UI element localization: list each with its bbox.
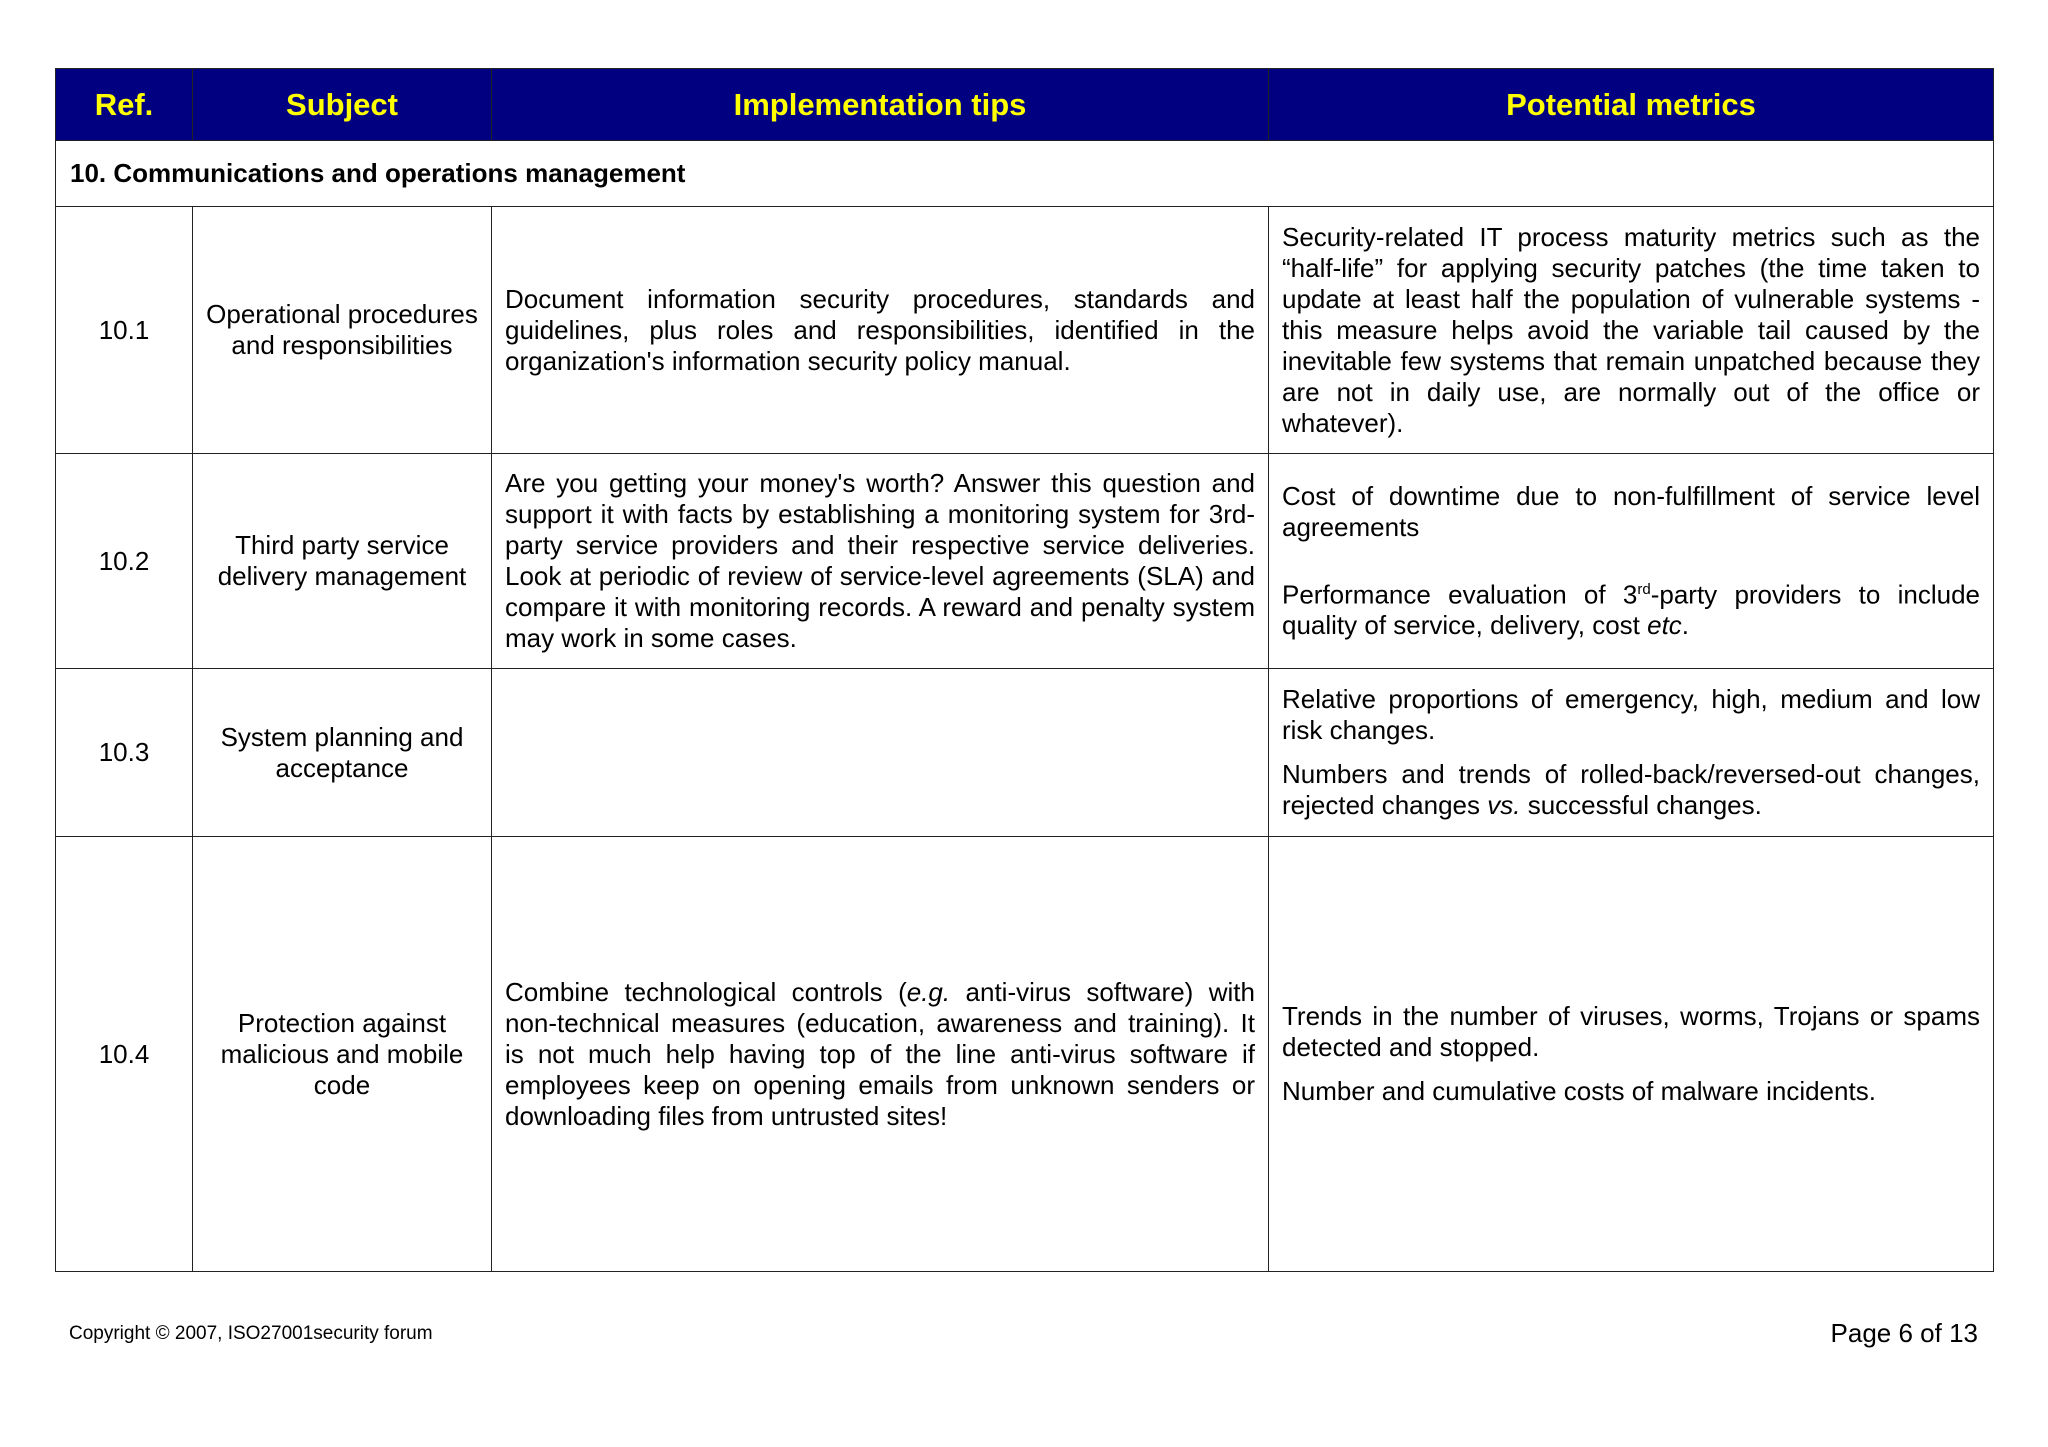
table-row [56,454,1994,669]
row-tips [492,669,1269,837]
header-metrics: Potential metrics [1269,69,1994,141]
row-ref: 10.1 [56,207,193,454]
section-row [56,141,1994,207]
row-tips: Combine technological controls (e.g. anti-virus software) with non-technical measures (education, awareness and training). It is not much help having top of the line anti-virus software if employees keep on opening emails from unknown senders or downloading files from untrusted sites! [492,837,1269,1272]
row-metrics [1269,207,1994,454]
row-subject: Operational procedures and responsibilities [193,207,492,454]
table-row [56,207,1994,454]
row-tips: Document information security procedures, standards and guidelines, plus roles and responsibilities, identified in the organization's information security policy manual. [492,207,1269,454]
header-ref: Ref. [56,69,193,141]
metric-text: Security-related IT process maturity metrics such as the “half-life” for applying security patches (the time taken to update at least half the population of vulnerable systems - this measure helps avoid the variable tail caused by the inevitable few systems that remain unpatched because they are not in daily use, are normally out of the office or whatever). [1282,221,1980,438]
row-ref: 10.4 [56,837,193,1272]
section-title: 10. Communications and operations management [56,141,1994,207]
metric-text: Performance evaluation of 3rd-party providers to include quality of service, delivery, cost etc. [1282,579,1980,641]
header-subject: Subject [193,69,492,141]
row-metrics [1269,454,1994,669]
row-ref: 10.2 [56,454,193,669]
copyright-notice: Copyright © 2007, ISO27001security forum [69,1323,433,1344]
row-subject: System planning and acceptance [193,669,492,837]
page-number: Page 6 of 13 [1830,1318,1978,1348]
metrics-table [55,68,1994,1272]
header-tips: Implementation tips [492,69,1269,141]
table-row [56,837,1994,1272]
metric-text: Relative proportions of emergency, high, medium and low risk changes. [1282,684,1980,745]
row-subject: Third party service delivery management [193,454,492,669]
metric-text: Number and cumulative costs of malware incidents. [1282,1076,1876,1106]
metric-text: Numbers and trends of rolled-back/reversed-out changes, rejected changes vs. successful changes. [1282,759,1980,820]
metric-text: Trends in the number of viruses, worms, Trojans or spams detected and stopped. [1282,1001,1980,1062]
row-tips: Are you getting your money's worth? Answer this question and support it with facts by establishing a monitoring system for 3rd-party service providers and their respective service deliveries. Look at periodic of review of service-level agreements (SLA) and compare it with monitoring records. A reward and penalty system may work in some cases. [492,454,1269,669]
header-row [56,69,1994,141]
row-subject: Protection against malicious and mobile code [193,837,492,1272]
row-metrics [1269,837,1994,1272]
metric-text: Cost of downtime due to non-fulfillment of service level agreements [1282,480,1980,542]
row-metrics [1269,669,1994,837]
table-row [56,669,1994,837]
row-ref: 10.3 [56,669,193,837]
